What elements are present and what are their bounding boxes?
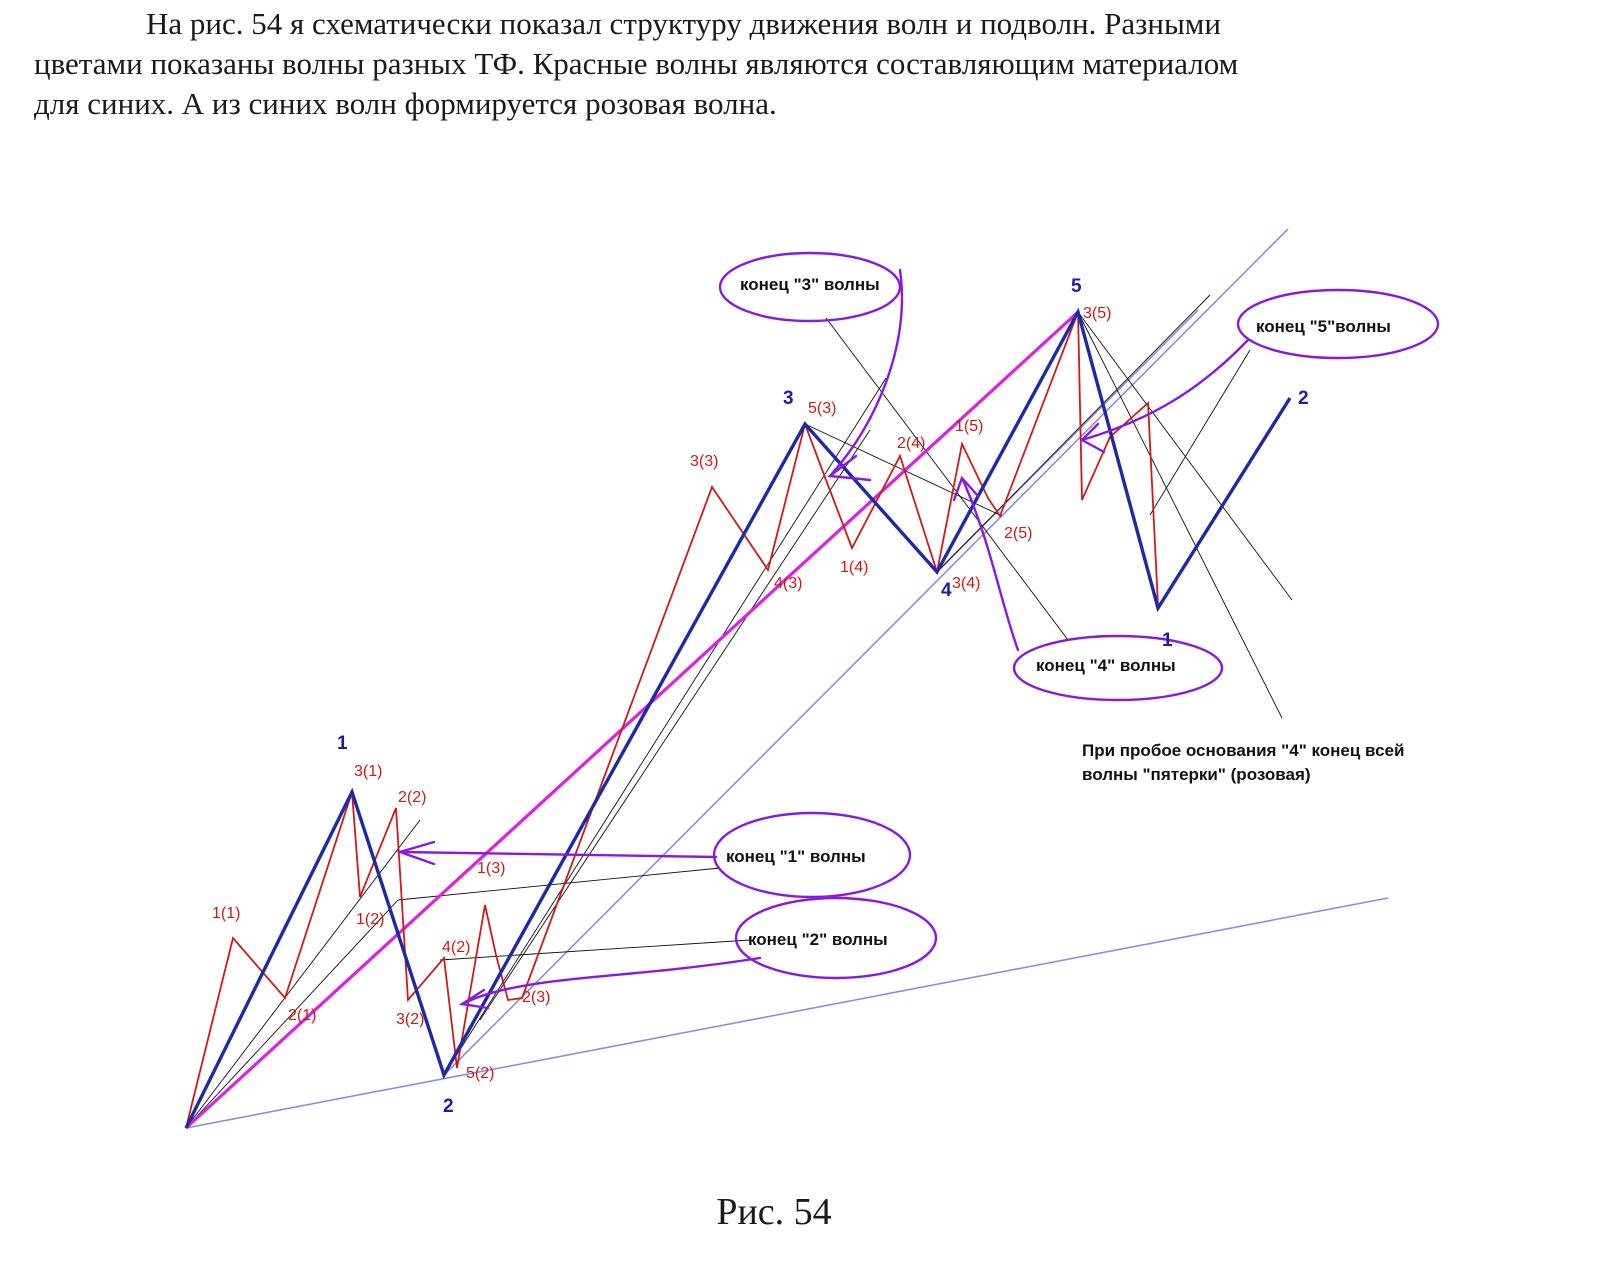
red-label: 1(5): [955, 418, 984, 435]
blue-label-1: 1: [337, 733, 348, 754]
blue-label-next-1: 1: [1162, 630, 1173, 651]
bubble-labels: [726, 275, 1391, 949]
red-label: 5(2): [466, 1065, 495, 1082]
paragraph-line-3: для синих. А из синих волн формируется розовая волна.: [34, 86, 777, 121]
helper-line: [398, 868, 720, 900]
red-label: 3(3): [690, 453, 719, 470]
arrowhead-icon: [1082, 424, 1104, 452]
red-label: 1(2): [356, 911, 385, 928]
arrow-wave-1: [400, 852, 716, 857]
channel-lines: [186, 229, 1388, 1128]
red-label: 4(3): [774, 575, 803, 592]
red-label: 2(2): [398, 789, 427, 806]
bubble-text-wave-4: конец "4" волны: [1036, 656, 1176, 675]
red-label: 1(1): [212, 905, 241, 922]
red-label: 2(4): [897, 435, 926, 452]
helper-line: [186, 820, 420, 1128]
red-label: 4(2): [442, 939, 471, 956]
red-label: 5(3): [808, 400, 837, 417]
pink-wave: [186, 312, 1078, 1128]
red-label: 3(5): [1083, 305, 1112, 322]
bubble-text-wave-3: конец "3" волны: [740, 275, 880, 294]
note-line-2: волны "пятерки" (розовая): [1082, 765, 1311, 784]
note-line-1: При пробое основания "4" конец всей: [1082, 741, 1405, 760]
red-label: 2(3): [522, 989, 551, 1006]
blue-label-2: 2: [443, 1096, 454, 1117]
red-label: 2(5): [1004, 525, 1033, 542]
red-label: 2(1): [288, 1007, 317, 1024]
red-label: 1(3): [477, 860, 506, 877]
helper-line: [1078, 312, 1292, 600]
red-label: 1(4): [840, 559, 869, 576]
bubble-text-wave-5: конец "5"волны: [1256, 317, 1391, 336]
paragraph-line-1: На рис. 54 я схематически показал структуру движения волн и подволн. Разными: [146, 6, 1222, 41]
figure-caption: Рис. 54: [716, 1191, 832, 1233]
breakout-note: [1082, 741, 1404, 784]
bubble-text-wave-2: конец "2" волны: [748, 930, 888, 949]
blue-label-3: 3: [783, 388, 794, 409]
blue-label-4: 4: [941, 580, 952, 601]
red-label: 3(4): [952, 575, 981, 592]
arrow-wave-4: [962, 478, 1018, 650]
red-label: 3(2): [396, 1011, 425, 1028]
thin-helper-lines: [186, 295, 1292, 1128]
red-label: 3(1): [354, 763, 383, 780]
annotation-bubbles: [714, 253, 1438, 978]
helper-line: [440, 940, 750, 960]
blue-label-5: 5: [1071, 276, 1082, 297]
blue-wave-path: [186, 312, 1290, 1128]
helper-line: [1150, 350, 1250, 515]
bubble-text-wave-1: конец "1" волны: [726, 847, 866, 866]
paragraph-line-2: цветами показаны волны разных ТФ. Красные волны являются составляющим материалом: [34, 46, 1239, 81]
blue-label-next-2: 2: [1298, 388, 1309, 409]
